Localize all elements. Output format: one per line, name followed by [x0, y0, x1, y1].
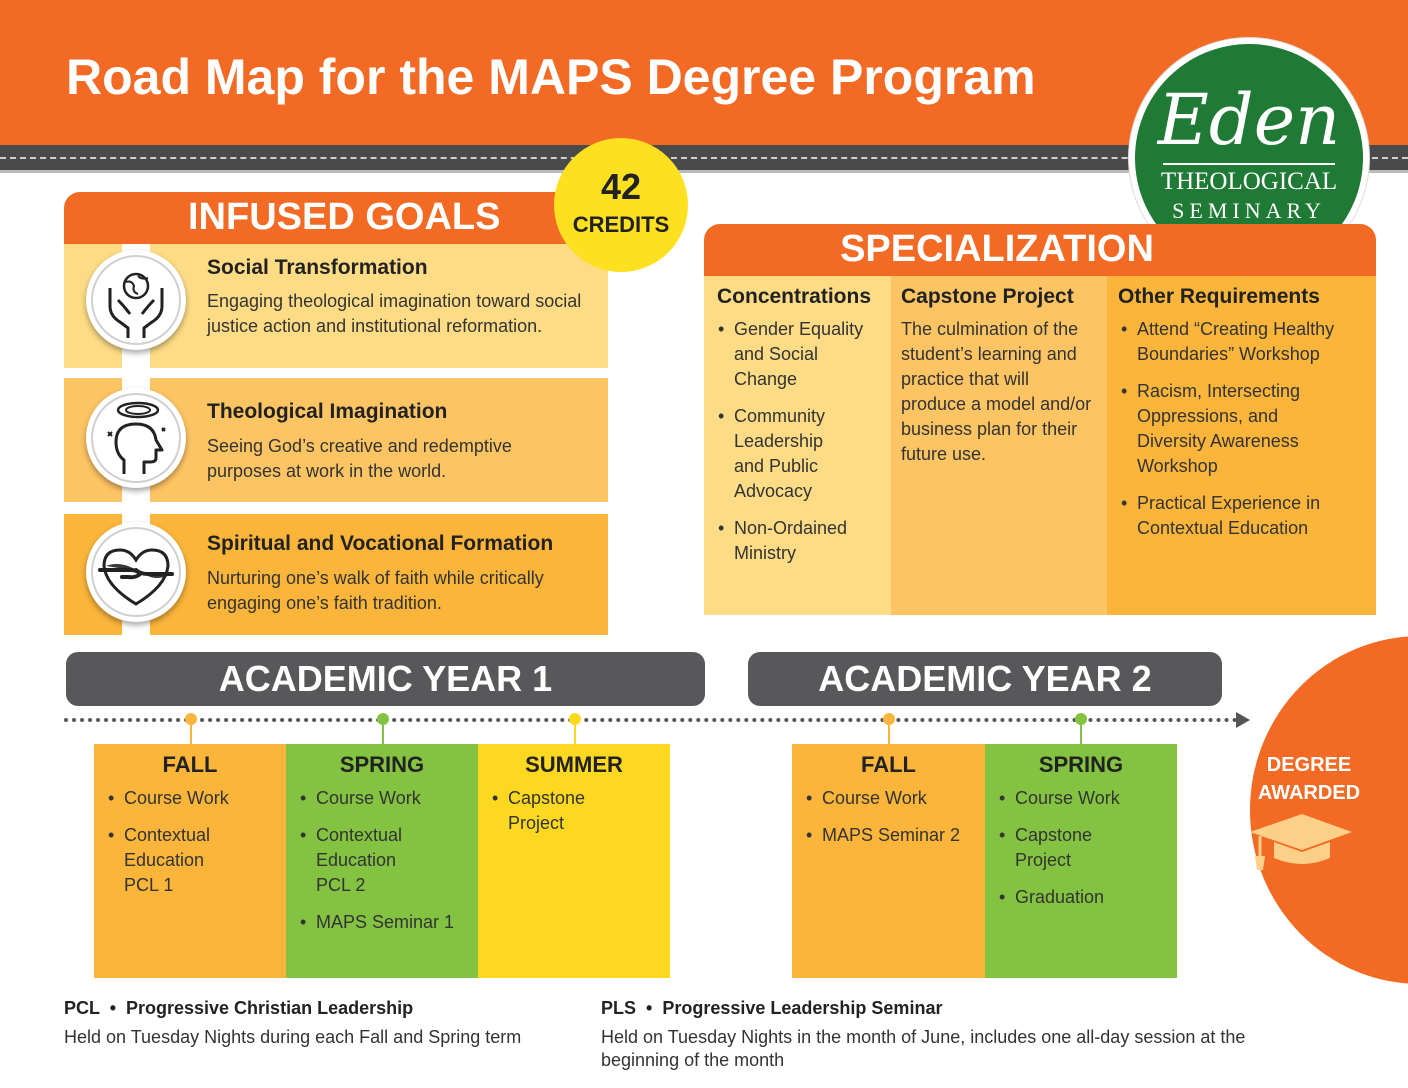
term-y1-summer: [478, 744, 670, 978]
other-requirements-list: [1119, 317, 1367, 541]
capstone-text: The culmination of the student’s learning and practice that will produce a model and/or business plan for their future use.: [901, 319, 1092, 464]
term-list: [985, 786, 1177, 910]
page-title: Road Map for the MAPS Degree Program: [66, 49, 1036, 105]
infused-goals-heading: INFUSED GOALS: [188, 196, 501, 238]
list-item: • Attend “Creating Healthy Boundaries” Workshop: [1119, 317, 1367, 367]
goal-title-social: Social Transformation: [207, 256, 428, 279]
list-item: • Racism, Intersecting Oppressions, and Diversity Awareness Workshop: [1119, 379, 1367, 479]
list-item: • Course Work: [106, 786, 280, 811]
hands-globe-icon: [86, 250, 186, 350]
list-item: • Non-Ordained Ministry: [716, 516, 886, 566]
credits-number: 42: [600, 166, 642, 207]
timeline-arrow-icon: [1236, 712, 1250, 728]
specialization-heading: SPECIALIZATION: [840, 228, 1154, 270]
footnote-name: Progressive Christian Leadership: [126, 998, 414, 1018]
term-list: [286, 786, 478, 935]
timeline-dot: [185, 713, 197, 725]
list-item: • Course Work: [804, 786, 979, 811]
list-item: • MAPS Seminar 2: [804, 823, 979, 848]
term-title: FALL: [162, 752, 218, 777]
footnote-abbr: PLS: [601, 998, 637, 1018]
logo-seminary-text: SEMINARY: [1172, 198, 1326, 223]
term-title: SUMMER: [525, 752, 623, 777]
goal-title-theological: Theological Imagination: [207, 400, 448, 423]
term-title: SPRING: [339, 752, 425, 777]
term-list: [792, 786, 985, 848]
logo-rule: [1163, 163, 1335, 165]
list-item: • Contextual Education PCL 2: [298, 823, 472, 898]
list-item: • MAPS Seminar 1: [298, 910, 472, 935]
other-requirements-panel: [1107, 276, 1376, 615]
footnote-pls-title: PLS • Progressive Leadership Seminar: [601, 998, 943, 1018]
term-y2-fall: [792, 744, 985, 978]
list-item: • Gender Equality and Social Change: [716, 317, 886, 392]
footnote-name: Progressive Leadership Seminar: [662, 998, 943, 1018]
logo-theological-text: THEOLOGICAL: [1160, 168, 1338, 195]
term-title: FALL: [861, 752, 916, 777]
heart-hands-icon: [86, 522, 186, 622]
footnote-pcl-text: Held on Tuesday Nights during each Fall and Spring term: [64, 1027, 522, 1047]
term-list: [478, 786, 670, 836]
list-item: • Capstone Project: [490, 786, 664, 836]
head-halo-icon: [86, 388, 186, 488]
academic-year-1-bar: ACADEMIC YEAR 1: [66, 652, 705, 706]
degree-line2: AWARDED: [1257, 782, 1361, 804]
list-item: • Community Leadership and Public Advocacy: [716, 404, 886, 504]
timeline-dot: [883, 713, 895, 725]
list-item: • Practical Experience in Contextual Education: [1119, 491, 1367, 541]
list-item: • Graduation: [997, 885, 1171, 910]
concentrations-list: [716, 317, 886, 566]
logo-eden-text: Eden: [1157, 79, 1341, 161]
footnote-pls-text: Held on Tuesday Nights in the month of June, includes one all-day session at the beginning of the month: [601, 1027, 1246, 1070]
list-item: • Contextual Education PCL 1: [106, 823, 280, 898]
term-y1-fall: [94, 744, 286, 978]
other-requirements-title: Other Requirements: [1118, 285, 1320, 308]
term-y1-spring: [286, 744, 478, 978]
degree-awarded-text: [1236, 751, 1382, 807]
credits-label: CREDITS: [572, 212, 670, 237]
goal-desc-social: Engaging theological imagination toward social justice action and institutional reformation.: [207, 291, 582, 336]
term-list: [94, 786, 286, 898]
list-item: • Capstone Project: [997, 823, 1171, 873]
timeline-dot: [1075, 713, 1087, 725]
capstone-panel: [891, 276, 1107, 615]
capstone-title: Capstone Project: [901, 285, 1074, 308]
goal-title-spiritual: Spiritual and Vocational Formation: [207, 532, 554, 555]
term-y2-spring: [985, 744, 1177, 978]
concentrations-panel: [704, 276, 891, 615]
list-item: • Course Work: [997, 786, 1171, 811]
degree-line1: DEGREE: [1266, 754, 1352, 776]
timeline: [64, 718, 1238, 722]
timeline-dot: [569, 713, 581, 725]
concentrations-title: Concentrations: [717, 285, 872, 308]
goal-desc-spiritual: Nurturing one’s walk of faith while critically engaging one’s faith tradition.: [207, 568, 544, 613]
term-title: SPRING: [1038, 752, 1124, 777]
timeline-dot: [377, 713, 389, 725]
infused-goals-heading-wrap: [64, 196, 604, 239]
goal-desc-theological: Seeing God’s creative and redemptive purposes at work in the world.: [207, 436, 512, 481]
footnote-pcl-title: PCL • Progressive Christian Leadership: [64, 998, 414, 1018]
list-item: • Course Work: [298, 786, 472, 811]
footnote-abbr: PCL: [64, 998, 100, 1018]
academic-year-2-bar: ACADEMIC YEAR 2: [748, 652, 1222, 706]
graduation-cap-icon: [1246, 810, 1356, 872]
